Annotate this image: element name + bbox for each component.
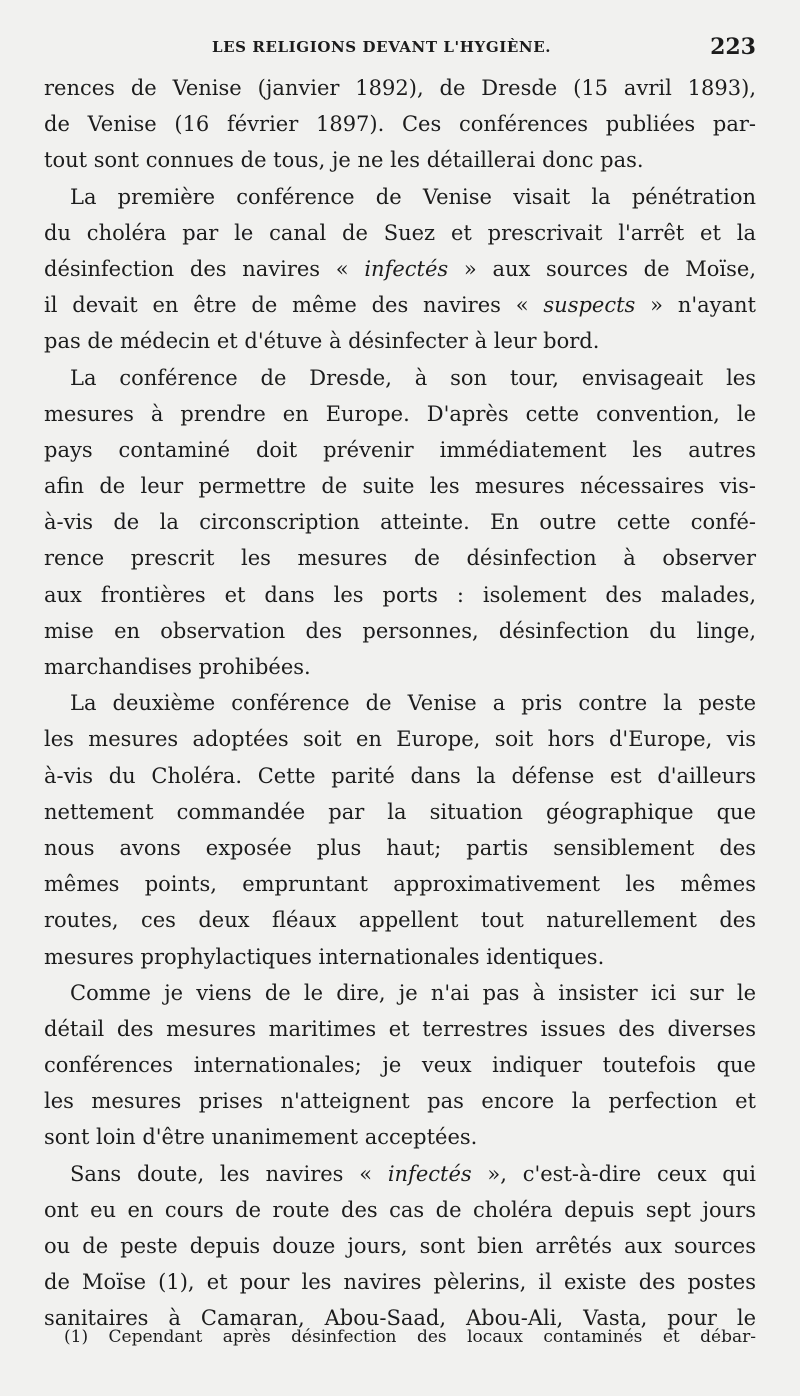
text-line: sanitaires à Camaran, Abou-Saad, Abou-Ali, Vasta, pour le [44, 1306, 756, 1331]
text-line: conférences internationales; je veux indiquer toutefois que [44, 1053, 756, 1078]
text-line: La première conférence de Venise visait la pénétration [70, 184, 756, 209]
text-line: à-vis de la circonscription atteinte. En outre cette confé- [44, 510, 756, 535]
text-line: mêmes points, empruntant approximativement les mêmes [44, 872, 756, 897]
text-line: Sans doute, les navires « infectés », c'est-à-dire ceux qui [70, 1161, 756, 1186]
text-line: mesures à prendre en Europe. D'après cette convention, le [44, 401, 756, 426]
text-line: à-vis du Choléra. Cette parité dans la défense est d'ailleurs [44, 763, 756, 788]
text-line: nous avons exposée plus haut; partis sensiblement des [44, 835, 756, 860]
running-title: LES RELIGIONS DEVANT L'HYGIÈNE. [212, 38, 552, 56]
text-line: détail des mesures maritimes et terrestres issues des diverses [44, 1016, 756, 1041]
text-line: afin de leur permettre de suite les mesures nécessaires vis- [44, 474, 756, 499]
text-line: mesures prophylactiques internationales identiques. [44, 944, 605, 969]
footnote: (1) Cependant après désinfection des locaux contaminés et débar- [64, 1327, 756, 1347]
body-text [44, 70, 756, 1337]
text-line: routes, ces deux fléaux appellent tout naturellement des [44, 908, 756, 933]
page-number: 223 [710, 34, 756, 60]
text-line: pas de médecin et d'étuve à désinfecter à leur bord. [44, 329, 600, 354]
text-line: pays contaminé doit prévenir immédiatement les autres [44, 437, 756, 462]
text-line: tout sont connues de tous, je ne les détaillerai donc pas. [44, 148, 644, 173]
text-line: La deuxième conférence de Venise a pris contre la peste [70, 691, 756, 716]
page-header [44, 34, 756, 64]
text-line: sont loin d'être unanimement acceptées. [44, 1125, 478, 1150]
text-line: les mesures adoptées soit en Europe, soit hors d'Europe, vis [44, 727, 756, 752]
text-line: de Moïse (1), et pour les navires pèlerins, il existe des postes [44, 1270, 756, 1295]
text-line: rence prescrit les mesures de désinfection à observer [44, 546, 756, 571]
text-line: ont eu en cours de route des cas de choléra depuis sept jours [44, 1197, 756, 1222]
text-line: les mesures prises n'atteignent pas encore la perfection et [44, 1089, 756, 1114]
text-line: nettement commandée par la situation géographique que [44, 799, 756, 824]
text-line: Comme je viens de le dire, je n'ai pas à insister ici sur le [70, 980, 756, 1005]
text-line: il devait en être de même des navires « suspects » n'ayant [44, 293, 756, 318]
text-line: désinfection des navires « infectés » aux sources de Moïse, [44, 256, 756, 281]
text-line: La conférence de Dresde, à son tour, envisageait les [70, 365, 756, 390]
text-line: rences de Venise (janvier 1892), de Dresde (15 avril 1893), [44, 76, 756, 100]
text-line: de Venise (16 février 1897). Ces conférences publiées par- [44, 112, 756, 137]
text-line: ou de peste depuis douze jours, sont bien arrêtés aux sources [44, 1234, 756, 1258]
text-line: mise en observation des personnes, désinfection du linge, [44, 618, 756, 643]
text-line: aux frontières et dans les ports : isolement des malades, [44, 582, 756, 607]
text-line: marchandises prohibées. [44, 655, 311, 679]
text-line: du choléra par le canal de Suez et prescrivait l'arrêt et la [44, 220, 756, 245]
